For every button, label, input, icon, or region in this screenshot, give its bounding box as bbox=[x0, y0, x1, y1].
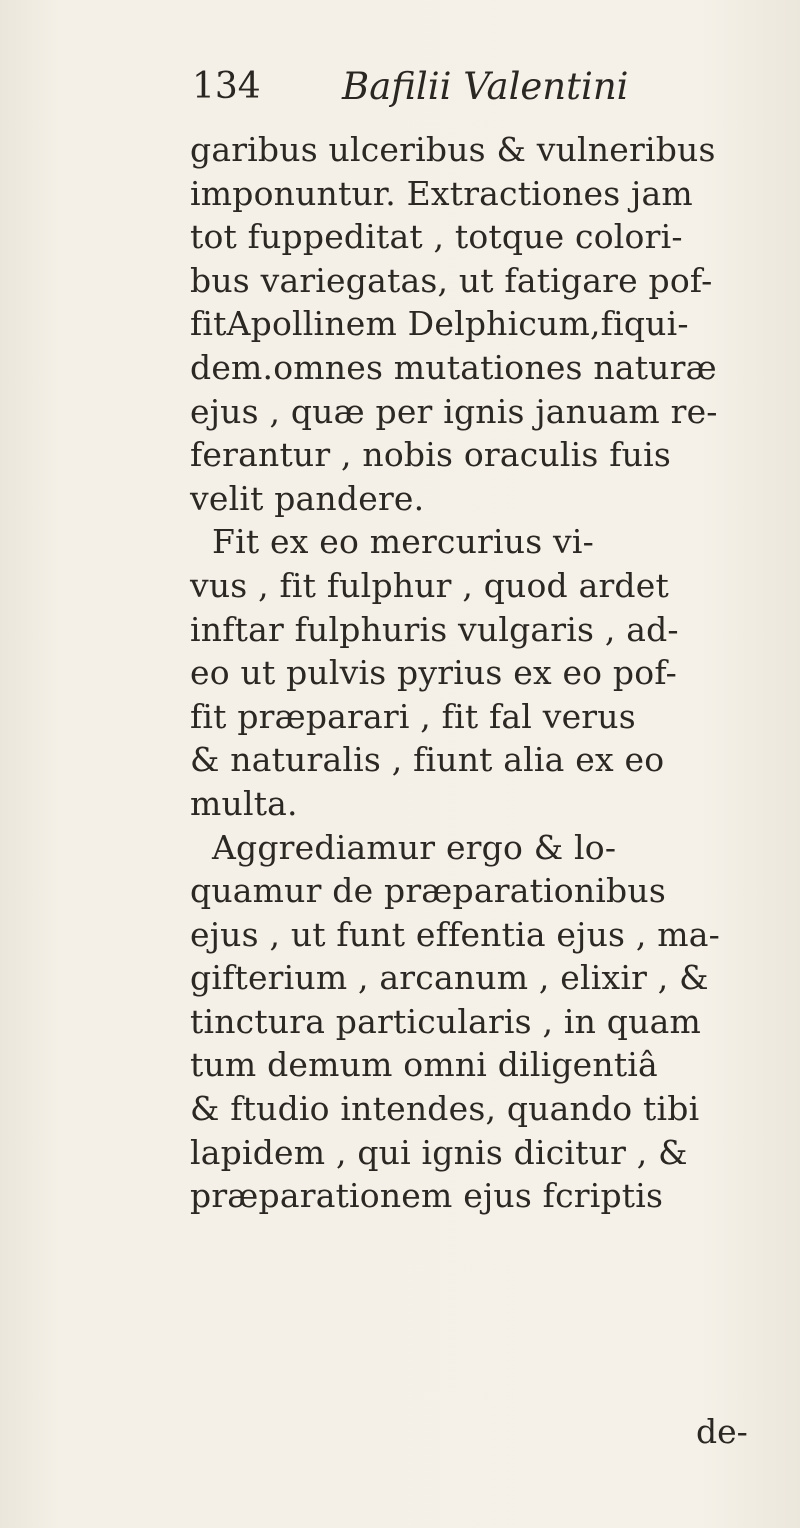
text-line: tum demum omni diligentiâ bbox=[190, 1045, 658, 1085]
text-line: multa. bbox=[190, 783, 298, 823]
text-line: gifterium , arcanum , elixir , & bbox=[190, 958, 709, 998]
page-number: 134 bbox=[192, 66, 261, 107]
text-line: Fit ex eo mercurius vi- bbox=[212, 522, 595, 562]
text-line: velit pandere. bbox=[190, 478, 425, 518]
text-line: fit præparari , fit fal verus bbox=[190, 696, 636, 736]
page-header bbox=[192, 62, 792, 112]
text-line: fitApollinem Delphicum,fiqui- bbox=[190, 304, 689, 344]
text-line: quamur de præparationibus bbox=[190, 871, 666, 911]
body-text bbox=[190, 128, 790, 1218]
text-line: bus variegatas, ut fatigare pof- bbox=[190, 260, 713, 300]
text-line: vus , fit fulphur , quod ardet bbox=[190, 565, 669, 605]
text-line: imponuntur. Extractiones jam bbox=[190, 173, 693, 213]
text-line: garibus ulceribus & vulneribus bbox=[190, 130, 716, 169]
text-line: ferantur , nobis oraculis fuis bbox=[190, 435, 671, 475]
text-line: inftar fulphuris vulgaris , ad- bbox=[190, 609, 679, 649]
text-line: præparationem ejus fcriptis bbox=[190, 1176, 664, 1216]
text-line: & ftudio intendes, quando tibi bbox=[190, 1089, 700, 1129]
text-line: Aggrediamur ergo & lo- bbox=[212, 827, 617, 867]
catchword: de- bbox=[696, 1412, 748, 1451]
text-line: eo ut pulvis pyrius ex eo pof- bbox=[190, 653, 677, 693]
text-line: & naturalis , fiunt alia ex eo bbox=[190, 740, 665, 780]
text-line: tot fuppeditat , totque colori- bbox=[190, 217, 683, 257]
text-line: tinctura particularis , in quam bbox=[190, 1001, 701, 1041]
text-line: lapidem , qui ignis dicitur , & bbox=[190, 1132, 688, 1172]
running-title: Bafilii Valentini bbox=[342, 65, 629, 108]
text-line: ejus , quæ per ignis januam re- bbox=[190, 391, 718, 431]
text-line: dem.omnes mutationes naturæ bbox=[190, 347, 717, 387]
text-line: ejus , ut funt effentia ejus , ma- bbox=[190, 914, 720, 954]
